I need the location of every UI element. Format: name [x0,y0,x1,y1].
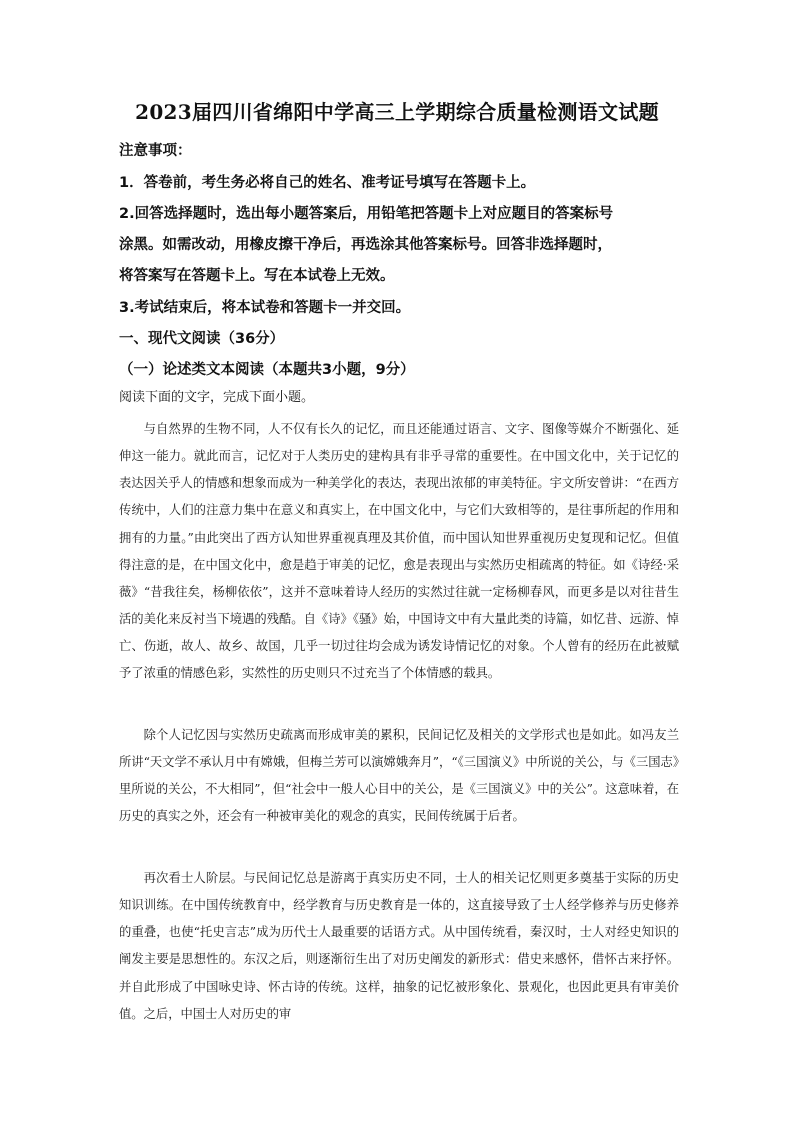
notice-item: 3.考试结束后，将本试卷和答题卡一并交回。 [119,300,411,316]
notice-item: 2.回答选择题时，选出每小题答案后，用铅笔把答题卡上对应题目的答案标号 [119,206,614,222]
notice-item: 涂黑。如需改动，用橡皮擦干净后，再选涂其他答案标号。回答非选择题时， [119,237,612,253]
passage-paragraph: 与自然界的生物不同，人不仅有长久的记忆，而且还能通过语言、文字、图像等媒介不断强化、延伸这一能力。就此而言，记忆对于人类历史的建构具有非乎寻常的重要性。在中国文化中，关于记忆的表达因关乎人的情感和想象而成为一种美学化的表达，表现出浓郁的审美特征。宇文所安曾讲：“在西方传统中，人们的注意力集中在意义和真实上，在中国文化中，与它们大致相等的，是往事所起的作用和拥有的力量。”由此突出了西方认知世界重视真理及其价值，而中国认知世界重视历史复现和记忆。但值得注意的是，在中国文化中，愈是趋于审美的记忆，愈是表现出与实然历史相疏离的特征。如《诗经·采薇》“昔我往矣，杨柳依依”，这并不意味着诗人经历的实然过往就一定杨柳春风，而更多是以对往昔生活的美化来反衬当下境遇的残酷。自《诗》《骚》始，中国诗文中有大量此类的诗篇，如忆昔、远游、悼亡、伤逝，故人、故乡、故国，几乎一切过往均会成为诱发诗情记忆的对象。个人曾有的经历在此被赋予了浓重的情感色彩，实然性的历史则只不过充当了个体情感的载具。 [119,422,679,681]
document-title: 2023届四川省绵阳中学高三上学期综合质量检测语文试题 [135,100,659,124]
notice-heading: 注意事项： [119,143,192,159]
subsection-heading: （一）论述类文本阅读（本题共3小题，9分） [119,362,415,378]
notice-item: 将答案写在答题卡上。写在本试卷上无效。 [119,268,395,284]
passage-paragraph: 除个人记忆因与实然历史疏离而形成审美的累积，民间记忆及相关的文学形式也是如此。如冯友兰所讲“天文学不承认月中有嫦娥，但梅兰芳可以演嫦娥奔月”，“《三国演义》中所说的关公，与《三国志》里所说的关公，不大相同”，但“社会中一般人心目中的关公，是《三国演义》中的关公”。这意味着，在历史的真实之外，还会有一种被审美化的观念的真实，民间传统属于后者。 [119,728,679,824]
section-heading: 一、现代文阅读（36分） [119,331,285,347]
passage-paragraph: 再次看士人阶层。与民间记忆总是游离于真实历史不同，士人的相关记忆则更多奠基于实际的历史知识训练。在中国传统教育中，经学教育与历史教育是一体的，这直接导致了士人经学修养与历史修养的重叠，也使“托史言志”成为历代士人最重要的话语方式。从中国传统看，秦汉时，士人对经史知识的阐发主要是思想性的。东汉之后，则逐渐衍生出了对历史阐发的新形式：借史来感怀，借怀古来抒怀。并自此形成了中国咏史诗、怀古诗的传统。这样，抽象的记忆被形象化、景观化，也因此更具有审美价值。之后，中国士人对历史的审 [119,871,679,1021]
reading-instruction: 阅读下面的文字，完成下面小题。 [119,390,315,405]
notice-item: 1．答卷前，考生务必将自己的姓名、准考证号填写在答题卡上。 [119,175,536,191]
